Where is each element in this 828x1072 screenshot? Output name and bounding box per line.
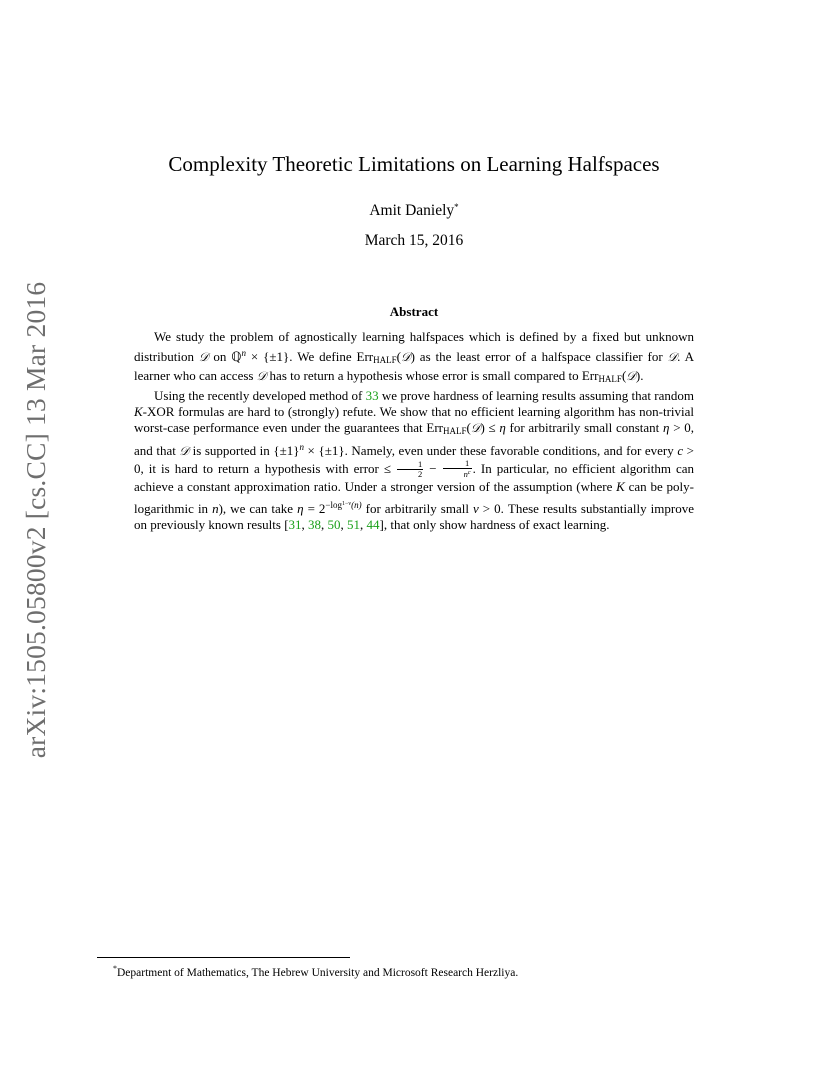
fraction-one-over-n-c: $\frac{1}{n^c}$ [443,459,472,479]
citation-link-31[interactable]: 31 [288,516,302,532]
author-name: Amit Daniely [369,202,455,219]
footnote-mark: * [113,964,117,973]
paper-date: March 15, 2016 [364,232,464,249]
arxiv-stamp: arXiv:1505.05800v2 [cs.CC] 13 Mar 2016 [20,281,51,759]
eta-exponent: −log1−ν(n) [325,499,362,510]
citation-link-33[interactable]: 33 [365,387,379,403]
citation-link-44[interactable]: 44 [366,516,380,532]
citation-link-51[interactable]: 51 [347,516,361,532]
citation-link-50[interactable]: 50 [327,516,341,532]
author-line [0,197,828,221]
abstract-paragraph-1: We study the problem of agnostically learning halfspaces which is defined by a fixed but unknown distribution 𝒟 on ℚ$^n$ × {±1}. We define Err$_{HALF}$(𝒟) as the least error of a halfspace classifier for 𝒟. A learner who can access 𝒟 has to return a hypothesis whose error is small compared to Err$_{HALF}$(𝒟). [134,329,695,385]
author-footnote-mark: * [454,202,459,212]
paper-title: Complexity Theoretic Limitations on Learning Halfspaces [168,152,660,176]
footnote [113,962,733,980]
citation-link-38[interactable]: 38 [308,516,322,532]
abstract-paragraph-2: Using the recently developed method of 33 we prove hardness of learning results assuming that random K-XOR formulas are hard to (strongly) refute. We show that no efficient learning algorithm has non-trivial worst-case performance even under the guarantees that Err$_{HALF}$(𝒟) ≤ η for arbitrarily small constant η > 0, and that 𝒟 is supported in $\{\pm 1\}^n \times \{\pm 1\}$. Namely, even under these favorable conditions, and for every c > 0, it is hard to return a hypothesis with error ≤ $\frac{1}{2}$ − $\frac{1}{n^c}$ . In particular, no efficient algorithm can achieve a constant approximation ratio. Under a stronger version of the assumption (where K can be poly-logarithmic in n), we can take $\eta = 2^{-log^{1-\nu}(n)}$ for arbitrarily small ν > 0. These results substantially improve on previously known results [31, 38, 50, 51, 44], that only show hardness of exact learning. [134,387,695,532]
abstract-heading: Abstract [389,304,439,319]
fraction-one-half: $\frac{1}{2}$ [397,460,423,479]
footnote-text: Department of Mathematics, The Hebrew University and Microsoft Research Herzliya. [117,967,519,979]
footnote-rule [97,957,350,958]
abstract-body [134,329,694,533]
